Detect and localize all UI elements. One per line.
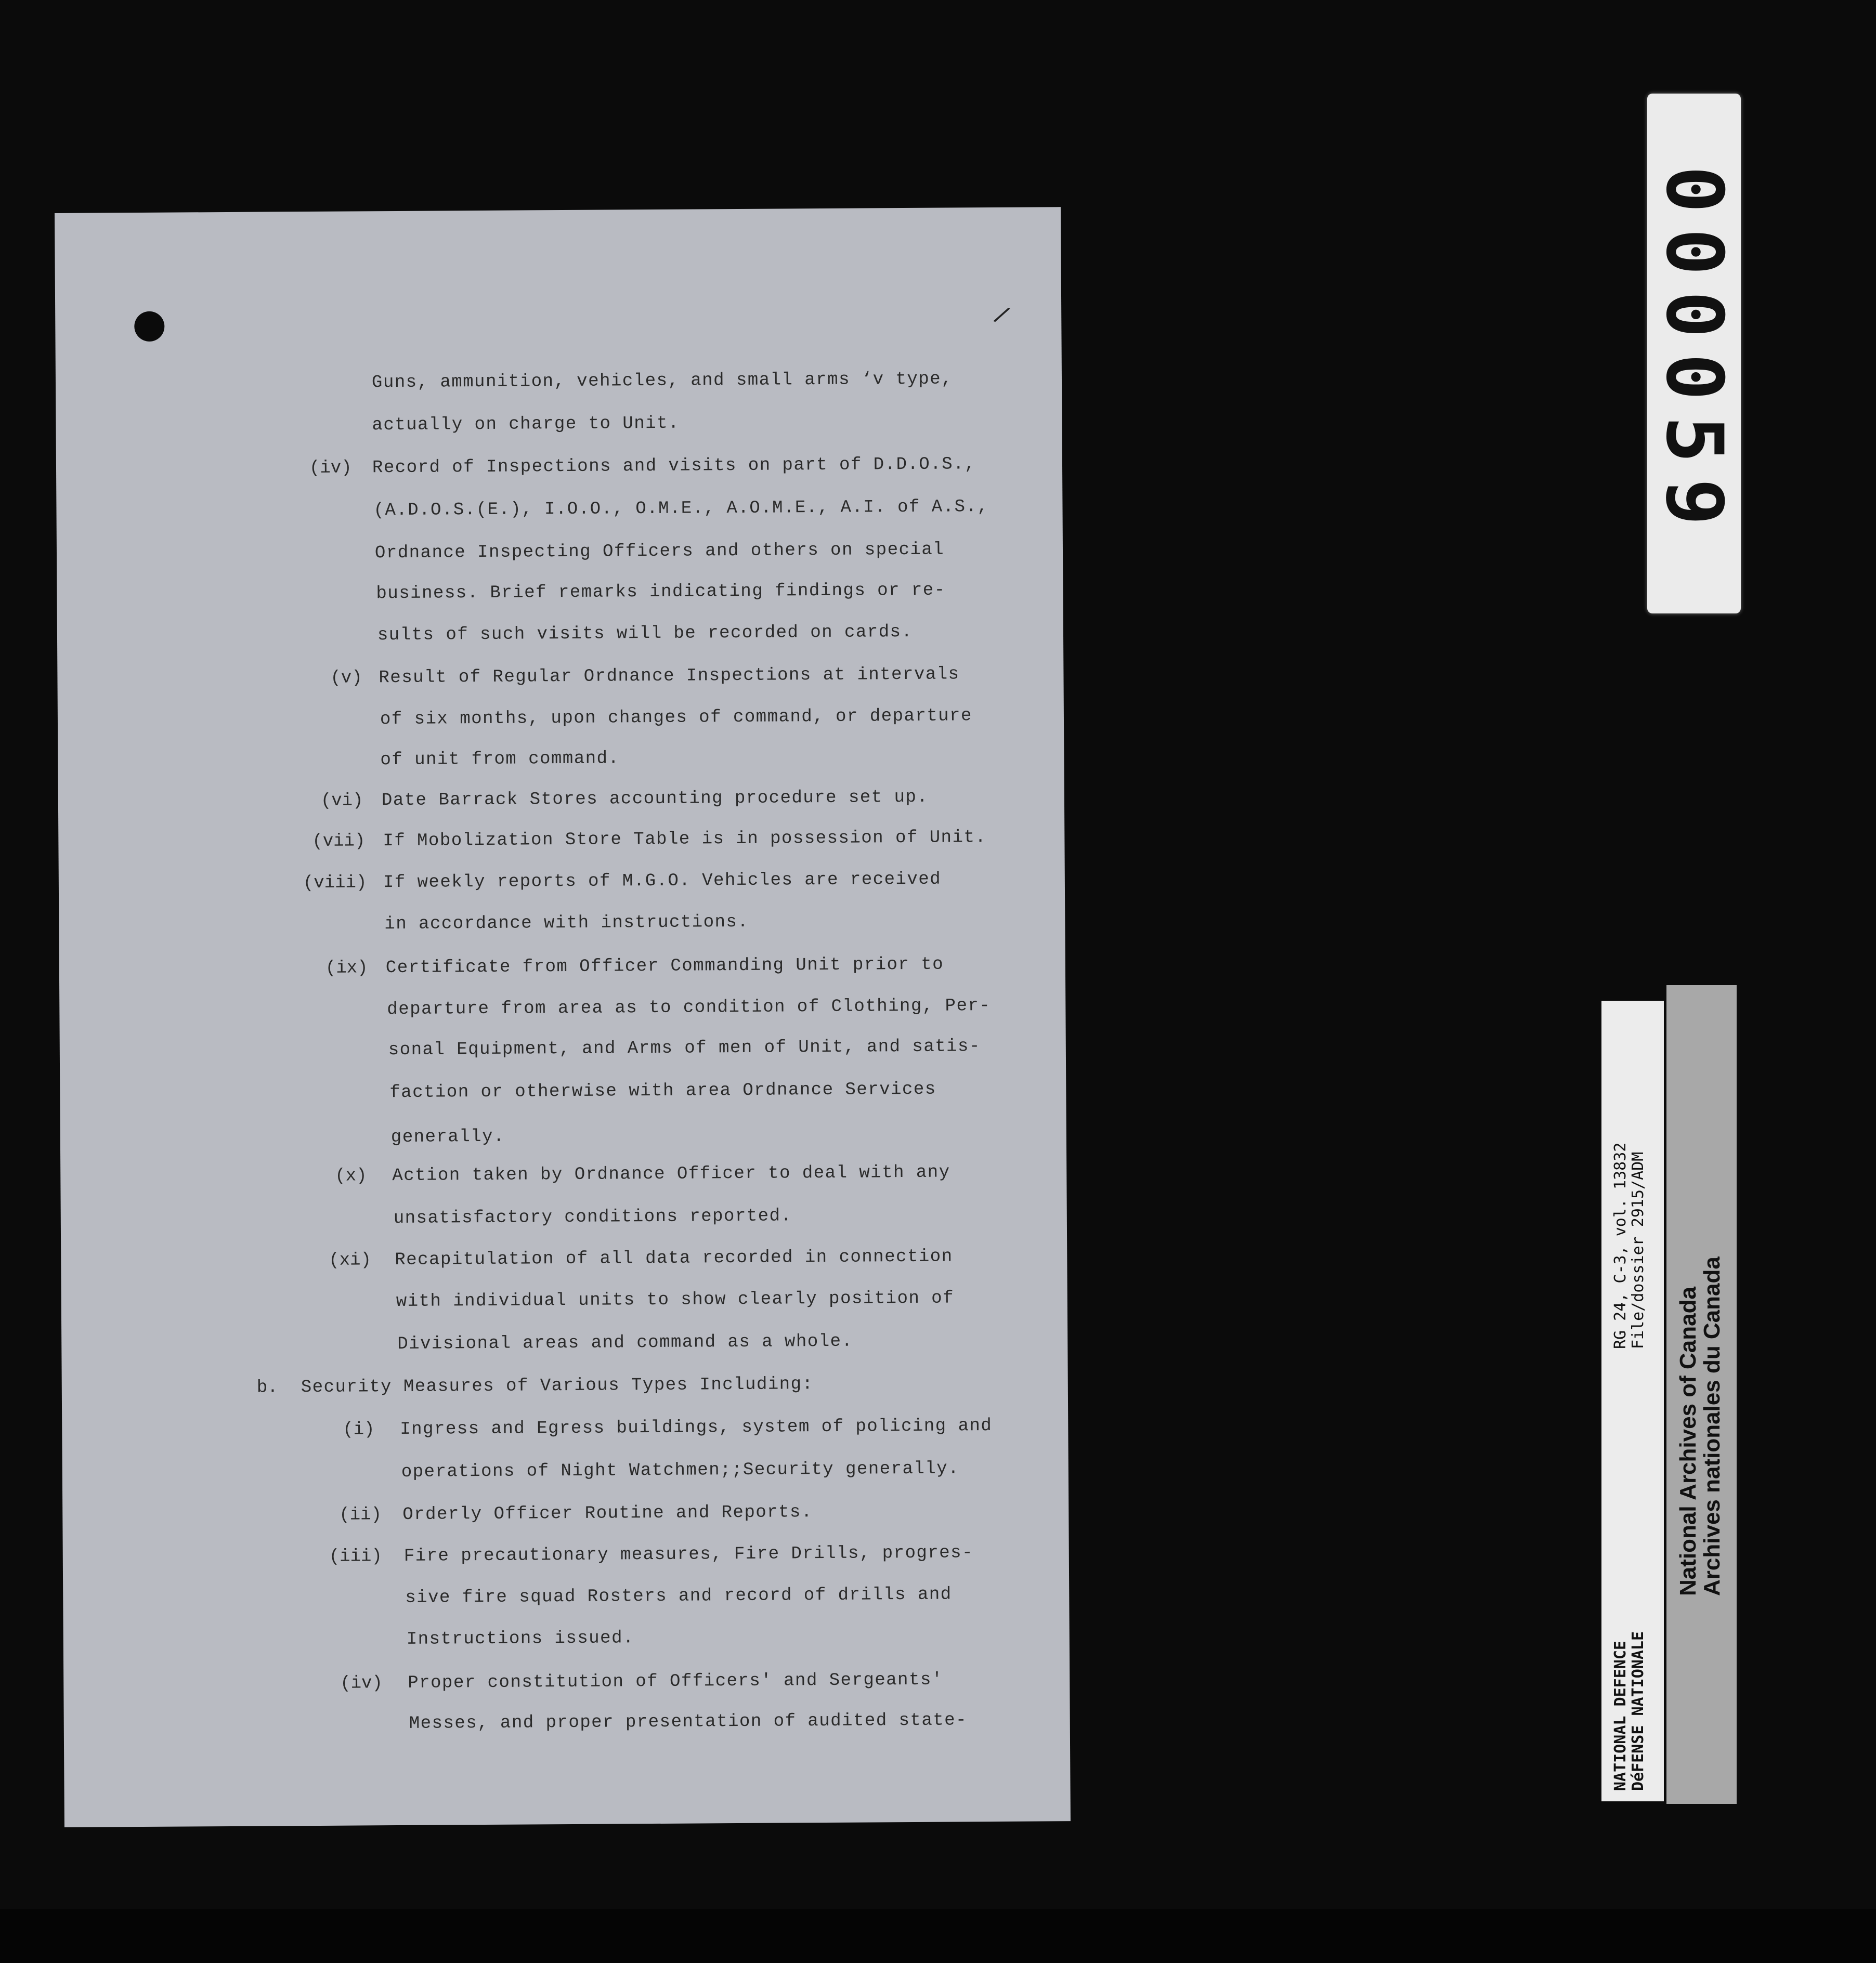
line-number: (xi) (329, 1250, 372, 1271)
document-line: If Mobolization Store Table is in possession of Unit. (383, 828, 987, 852)
document-line: of six months, upon changes of command, or departure (380, 706, 973, 730)
document-line: Divisional areas and command as a whole. (397, 1331, 853, 1355)
archive-name-fr: Archives nationales du Canada (1699, 1257, 1725, 1596)
section-heading: Security Measures of Various Types Including: (301, 1375, 814, 1398)
document-line: Record of Inspections and visits on part of D.D.O.S., (372, 454, 976, 478)
line-number: (ix) (325, 958, 368, 978)
document-line: Recapitulation of all data recorded in connection (395, 1247, 953, 1271)
record-group-reference: RG 24, C-3, vol. 13832 (1611, 1142, 1630, 1349)
document-line: business. Brief remarks indicating findings or re- (376, 580, 946, 604)
line-number: (iv) (309, 458, 352, 479)
document-line: with individual units to show clearly position of (396, 1288, 955, 1312)
document-line: Ordnance Inspecting Officers and others on special (374, 540, 945, 564)
line-number: (i) (343, 1420, 375, 1440)
file-reference: File/dossier 2915/ADM (1629, 1151, 1647, 1349)
typed-document-page (55, 207, 1071, 1827)
line-number: (x) (335, 1166, 367, 1186)
document-line: actually on charge to Unit. (372, 413, 680, 436)
archive-name-en: National Archives of Canada (1675, 1287, 1701, 1596)
line-number: (vi) (320, 791, 363, 811)
document-line: sults of such visits will be recorded on cards. (377, 622, 913, 646)
line-number: (viii) (303, 873, 367, 894)
document-line: unsatisfactory conditions reported. (393, 1206, 792, 1229)
document-line: faction or otherwise with area Ordnance Services (389, 1079, 936, 1103)
document-line: Instructions issued. (406, 1628, 634, 1650)
document-line: Ingress and Egress buildings, system of policing and (400, 1416, 993, 1439)
document-line: Guns, ammunition, vehicles, and small arms ‘v type, (371, 369, 953, 393)
document-line: Fire precautionary measures, Fire Drills, progres- (403, 1543, 974, 1566)
document-line: operations of Night Watchmen;;Security generally. (401, 1459, 960, 1482)
document-line: of unit from command. (380, 749, 620, 770)
department-name-en: NATIONAL DEFENCE (1611, 1641, 1630, 1791)
document-line: generally. (390, 1127, 505, 1148)
document-line: Messes, and proper presentation of audited state- (409, 1710, 968, 1734)
pencil-tick-mark: / (989, 302, 1012, 333)
document-line: sonal Equipment, and Arms of men of Unit, and satis- (388, 1037, 981, 1061)
document-line: Result of Regular Ordnance Inspections at intervals (379, 664, 960, 688)
department-name-fr: DéFENSE NATIONALE (1629, 1631, 1647, 1791)
document-line: Action taken by Ordnance Officer to deal with any (392, 1162, 950, 1186)
archive-reference-tab (1601, 1001, 1664, 1801)
document-line: sive fire squad Rosters and record of drills and (405, 1585, 952, 1608)
section-letter: b. (256, 1378, 278, 1398)
frame-number: 000059 (1649, 166, 1739, 541)
microfilm-frame-number-label (1647, 94, 1741, 613)
document-line: If weekly reports of M.G.O. Vehicles are received (383, 869, 942, 893)
film-bottom-band (0, 1909, 1876, 1963)
document-line: Proper constitution of Officers' and Sergeants' (408, 1670, 943, 1693)
line-number: (ii) (339, 1505, 382, 1525)
document-line: in accordance with instructions. (384, 912, 749, 935)
line-number: (iv) (340, 1673, 383, 1694)
document-line: Date Barrack Stores accounting procedure set up. (381, 787, 929, 811)
document-line: (A.D.O.S.(E.), I.O.O., O.M.E., A.O.M.E., A.I. of A.S., (373, 497, 989, 521)
document-body (55, 207, 1071, 1827)
document-line: Certificate from Officer Commanding Unit prior to (385, 954, 944, 978)
line-number: (iii) (329, 1547, 382, 1567)
line-number: (v) (330, 668, 362, 688)
line-number: (vii) (312, 831, 366, 852)
national-archives-tab (1666, 985, 1737, 1804)
document-line: departure from area as to condition of Clothing, Per- (387, 996, 991, 1020)
document-line: Orderly Officer Routine and Reports. (402, 1502, 813, 1525)
